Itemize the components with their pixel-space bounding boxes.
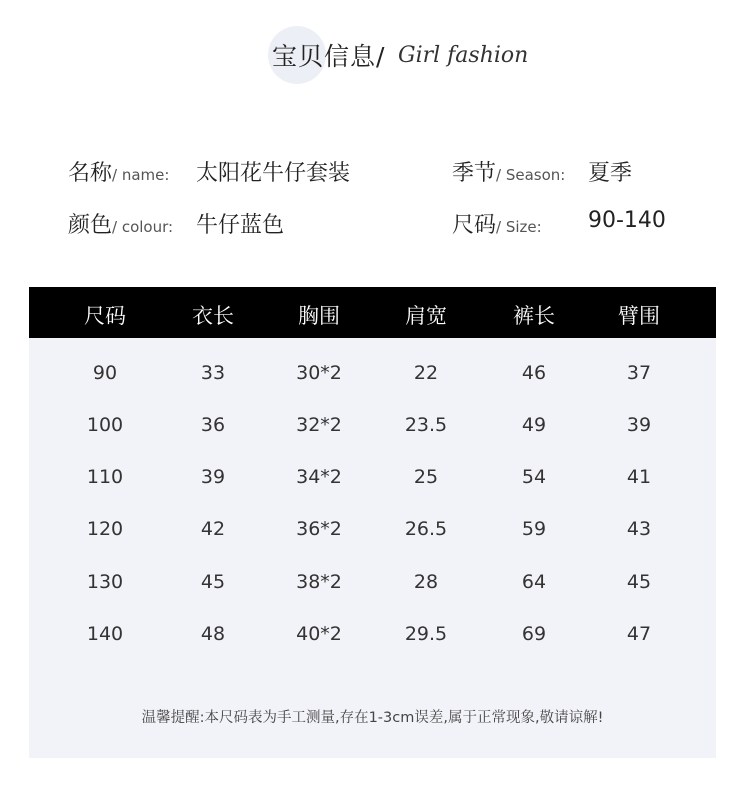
cell-pants: 59: [521, 518, 547, 540]
cell-chest: 30*2: [296, 362, 342, 384]
title-english: Girl fashion: [398, 43, 529, 68]
name-value: 太阳花牛仔套装: [196, 161, 351, 186]
table-row: [29, 571, 716, 601]
size-value: 90-140: [588, 208, 666, 233]
cell-length: 33: [200, 362, 226, 384]
cell-shoulder: 25: [413, 466, 439, 488]
cell-length: 36: [200, 414, 226, 436]
info-name: [68, 156, 169, 187]
cell-size: 90: [92, 362, 118, 384]
table-header: [29, 287, 716, 338]
header-shoulder: 肩宽: [405, 304, 447, 328]
season-label: 季节: [452, 161, 497, 186]
header-size: 尺码: [84, 304, 126, 328]
name-label: 名称: [68, 161, 113, 186]
cell-size: 120: [86, 518, 124, 540]
table-row: [29, 518, 716, 548]
cell-arm: 45: [626, 571, 652, 593]
header-length: 衣长: [192, 304, 234, 328]
cell-size: 140: [86, 623, 124, 645]
table-row: [29, 362, 716, 392]
cell-arm: 39: [626, 414, 652, 436]
cell-pants: 46: [521, 362, 547, 384]
info-size: [452, 208, 542, 239]
season-value: 夏季: [588, 161, 633, 186]
info-colour: [68, 208, 173, 239]
cell-shoulder: 29.5: [404, 623, 448, 645]
info-season: [452, 156, 565, 187]
measurement-note: 温馨提醒:本尺码表为手工测量,存在1-3cm误差,属于正常现象,敬请谅解!: [141, 710, 604, 726]
cell-pants: 69: [521, 623, 547, 645]
cell-length: 48: [200, 623, 226, 645]
cell-chest: 40*2: [296, 623, 342, 645]
table-row: [29, 466, 716, 496]
title-chinese: 宝贝信息/: [272, 42, 386, 71]
cell-size: 100: [86, 414, 124, 436]
size-label-en: / Size:: [496, 218, 542, 236]
table-row: [29, 623, 716, 653]
cell-length: 39: [200, 466, 226, 488]
cell-chest: 34*2: [296, 466, 342, 488]
cell-arm: 41: [626, 466, 652, 488]
cell-shoulder: 22: [413, 362, 439, 384]
size-label: 尺码: [452, 213, 497, 238]
cell-size: 130: [86, 571, 124, 593]
cell-size: 110: [86, 466, 124, 488]
header-chest: 胸围: [298, 304, 340, 328]
cell-arm: 37: [626, 362, 652, 384]
colour-label-en: / colour:: [112, 218, 174, 236]
cell-shoulder: 23.5: [404, 414, 448, 436]
size-table: [29, 287, 716, 758]
cell-pants: 49: [521, 414, 547, 436]
colour-label: 颜色: [68, 213, 113, 238]
cell-length: 42: [200, 518, 226, 540]
cell-shoulder: 26.5: [404, 518, 448, 540]
cell-arm: 47: [626, 623, 652, 645]
cell-length: 45: [200, 571, 226, 593]
cell-pants: 64: [521, 571, 547, 593]
cell-arm: 43: [626, 518, 652, 540]
season-label-en: / Season:: [496, 166, 566, 184]
header-pants: 裤长: [513, 304, 555, 328]
cell-chest: 38*2: [296, 571, 342, 593]
section-title: [0, 26, 750, 86]
colour-value: 牛仔蓝色: [196, 213, 285, 238]
name-label-en: / name:: [112, 166, 170, 184]
cell-pants: 54: [521, 466, 547, 488]
cell-chest: 32*2: [296, 414, 342, 436]
table-row: [29, 414, 716, 444]
header-arm: 臂围: [618, 304, 660, 328]
cell-shoulder: 28: [413, 571, 439, 593]
cell-chest: 36*2: [296, 518, 342, 540]
